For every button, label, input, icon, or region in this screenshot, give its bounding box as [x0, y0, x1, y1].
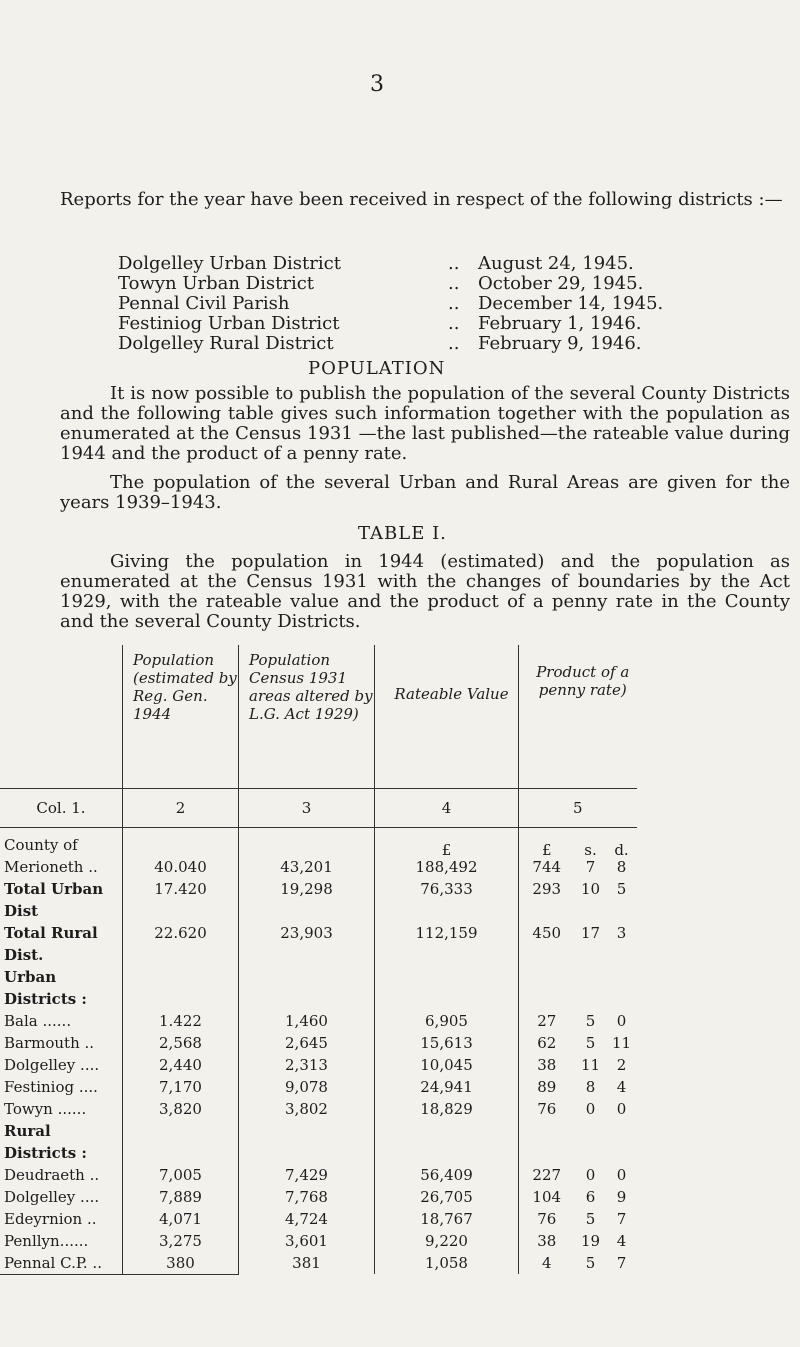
table-row: Bala ...... 1.422 1,460 6,905 27 5 0	[4, 1011, 627, 1030]
table-row: Penllyn...... 3,275 3,601 9,220 38 19 4	[4, 1231, 627, 1250]
report-row: Dolgelley Urban District .. August 24, 1945.	[118, 254, 708, 274]
report-district: Dolgelley Rural District	[118, 333, 334, 354]
col-number: 4	[375, 788, 519, 827]
table-row: Merioneth .. 40.040 43,201 188,492 744 7 8	[4, 857, 627, 876]
table-row: Towyn ...... 3,820 3,802 18,829 76 0 0	[4, 1099, 627, 1118]
county-label: County of	[4, 835, 78, 854]
report-date: October 29, 1945.	[478, 273, 644, 294]
report-district: Dolgelley Urban District	[118, 253, 341, 274]
shillings-unit: s.	[584, 840, 597, 859]
table-row: Dolgelley .... 7,889 7,768 26,705 104 6 9	[4, 1187, 627, 1206]
pounds-unit: £	[519, 827, 575, 856]
rural-districts-label: Rural Districts :	[4, 1121, 87, 1162]
report-row: Festiniog Urban District .. February 1, 1946.	[118, 314, 708, 334]
col-number: 3	[239, 788, 375, 827]
header-rateable-value: Rateable Value	[375, 645, 519, 788]
report-row: Towyn Urban District .. October 29, 1945.	[118, 274, 708, 294]
report-date: February 9, 1946.	[478, 333, 642, 354]
page-number: 3	[370, 72, 384, 97]
report-district: Festiniog Urban District	[118, 313, 340, 334]
county-label-row	[0, 827, 637, 856]
table-header-row	[0, 645, 637, 788]
header-pop-1931: Population Census 1931 areas altered by L.G. Act 1929)	[239, 645, 375, 788]
reports-list	[118, 254, 708, 354]
report-row: Pennal Civil Parish .. December 14, 1945.	[118, 294, 708, 314]
report-row: Dolgelley Rural District .. February 9, 1946.	[118, 334, 708, 354]
table-caption: Giving the population in 1944 (estimated) and the population as enumerated at the Census 1931 with the changes of boundaries by the Act 1929, with the rateable value and the product of a penny rate in the County and the several County Districts.	[60, 551, 790, 632]
report-date: February 1, 1946.	[478, 313, 642, 334]
population-heading: POPULATION	[308, 358, 446, 379]
header-pop-1944: Population (estimated by Reg. Gen. 1944	[123, 645, 239, 788]
header-penny-rate: Product of a penny rate)	[519, 645, 637, 788]
table-row: Dolgelley .... 2,440 2,313 10,045 38 11 2	[4, 1055, 627, 1074]
urban-districts-label: Urban Districts :	[4, 967, 87, 1008]
urban-label-row	[0, 966, 637, 1010]
col-number: 5	[519, 788, 637, 827]
table-row: Total Urban Dist 17.420 19,298 76,333 293 10 5	[4, 879, 627, 920]
table-heading: TABLE I.	[358, 523, 447, 544]
intro-text: Reports for the year have been received in respect of the following districts :—	[60, 189, 783, 210]
table-row: Deudraeth .. 7,005 7,429 56,409 227 0 0	[4, 1165, 627, 1184]
report-district: Pennal Civil Parish	[118, 293, 290, 314]
pence-unit: d.	[614, 840, 629, 859]
table-row: Pennal C.P. .. 380 381 1,058 4 5 7	[0, 1252, 637, 1275]
table-row: Total Rural Dist. 22.620 23,903 112,159 450 17 3	[4, 923, 627, 964]
report-date: August 24, 1945.	[478, 253, 634, 274]
population-table	[0, 645, 637, 1275]
population-paragraph: It is now possible to publish the population of the several County Districts and the following table gives such information together with the population as enumerated at the Census 1931 —the last published—the rateable value during 1944 and the product of a penny rate.	[60, 383, 790, 464]
rural-label-row	[0, 1120, 637, 1164]
table-row: Festiniog .... 7,170 9,078 24,941 89 8 4	[4, 1077, 627, 1096]
col-number: 2	[123, 788, 239, 827]
report-district: Towyn Urban District	[118, 273, 315, 294]
col-number: Col. 1.	[0, 788, 123, 827]
table-row: Edeyrnion .. 4,071 4,724 18,767 76 5 7	[4, 1209, 627, 1228]
report-date: December 14, 1945.	[478, 293, 664, 314]
areas-paragraph: The population of the several Urban and Rural Areas are given for the years 1939–1943.	[60, 472, 790, 513]
table-row: Barmouth .. 2,568 2,645 15,613 62 5 11	[4, 1033, 632, 1052]
column-number-row	[0, 788, 637, 827]
rateable-unit: £	[375, 827, 519, 856]
